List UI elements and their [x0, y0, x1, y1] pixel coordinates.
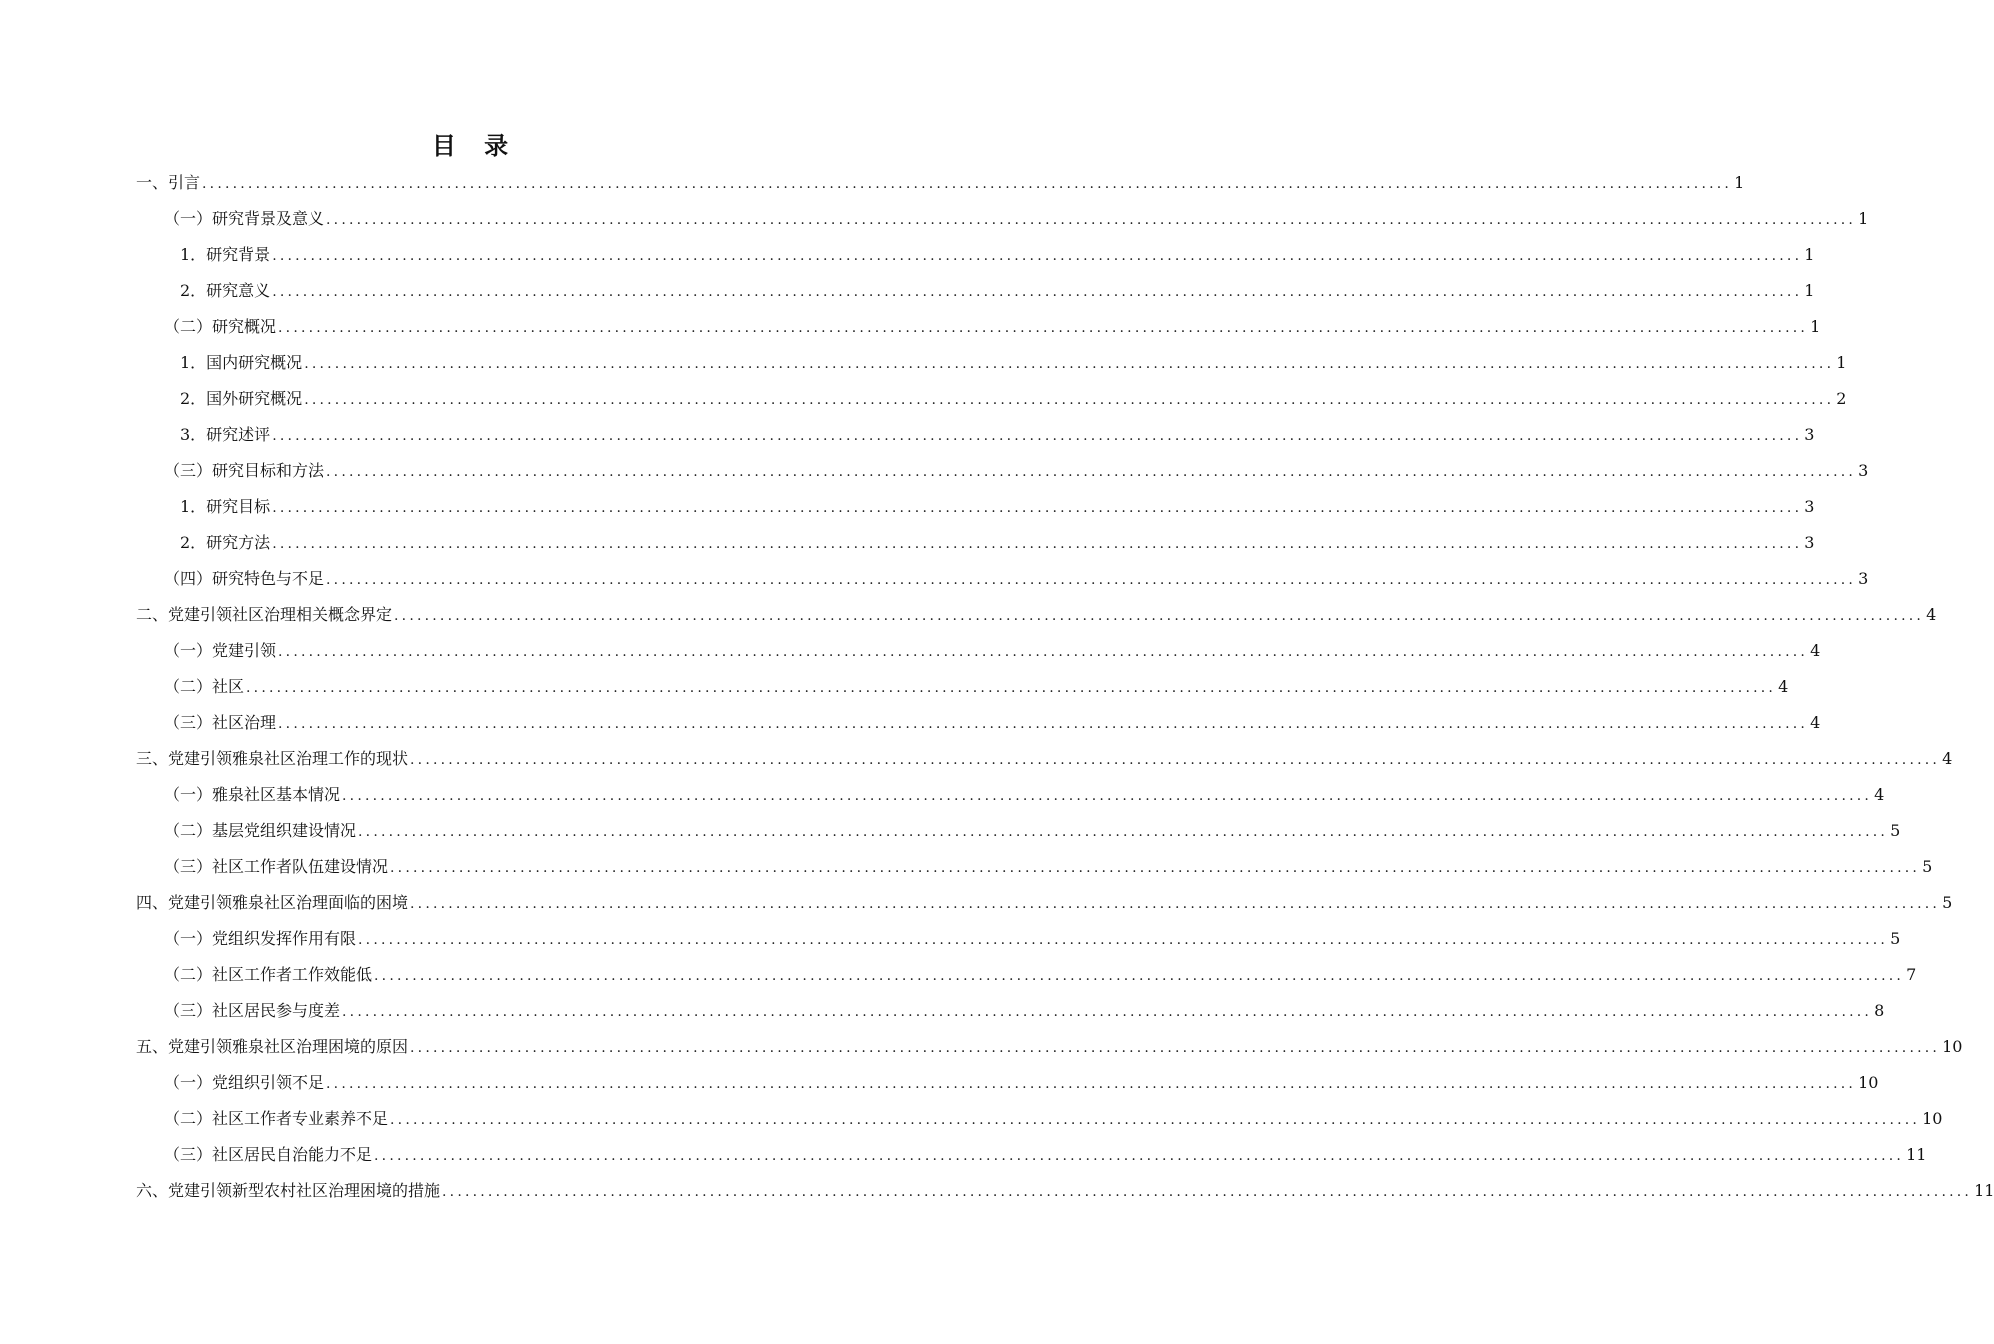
- toc-page-number: 1: [1734, 173, 1745, 192]
- toc-dot-leader: ........................................................................................................................................................................................................: [278, 716, 1809, 732]
- toc-page-number: 4: [1942, 749, 1953, 768]
- toc-page-number: 4: [1874, 785, 1885, 804]
- toc-entry[interactable]: [136, 417, 1815, 453]
- toc-entry-title: 1．研究目标: [180, 497, 271, 516]
- toc-dot-leader: ........................................................................................................................................................................................................: [246, 680, 1777, 696]
- toc-entry[interactable]: [136, 777, 1885, 813]
- toc-dot-leader: ........................................................................................................................................................................................................: [304, 392, 1835, 408]
- toc-dot-leader: ........................................................................................................................................................................................................: [358, 932, 1889, 948]
- toc-page-number: 3: [1804, 533, 1815, 552]
- toc-entry-title: 2．研究意义: [180, 281, 271, 300]
- toc-page-number: 3: [1858, 569, 1869, 588]
- toc-page-number: 7: [1906, 965, 1917, 984]
- toc-dot-leader: ........................................................................................................................................................................................................: [272, 284, 1803, 300]
- toc-entry[interactable]: [136, 381, 1847, 417]
- toc-entry-title: （二）研究概况: [164, 317, 277, 336]
- toc-entry-title: 3．研究述评: [180, 425, 271, 444]
- toc-entry-title: （三）研究目标和方法: [164, 461, 325, 480]
- toc-dot-leader: ........................................................................................................................................................................................................: [272, 536, 1803, 552]
- toc-page-number: 1: [1804, 245, 1815, 264]
- toc-dot-leader: ........................................................................................................................................................................................................: [326, 572, 1857, 588]
- toc-dot-leader: ........................................................................................................................................................................................................: [272, 248, 1803, 264]
- toc-entry[interactable]: [136, 1101, 1943, 1137]
- toc-entry-title: 五、党建引领雅泉社区治理困境的原因: [136, 1037, 409, 1056]
- toc-entry-title: 1．国内研究概况: [180, 353, 303, 372]
- toc-entry-title: 四、党建引领雅泉社区治理面临的困境: [136, 893, 409, 912]
- toc-entry-title: （一）研究背景及意义: [164, 209, 325, 228]
- toc-dot-leader: ........................................................................................................................................................................................................: [410, 896, 1941, 912]
- toc-dot-leader: ........................................................................................................................................................................................................: [278, 644, 1809, 660]
- toc-entry-title: （二）基层党组织建设情况: [164, 821, 357, 840]
- toc-entry[interactable]: [136, 273, 1815, 309]
- toc-page-number: 1: [1810, 317, 1821, 336]
- toc-entry-title: 2．研究方法: [180, 533, 271, 552]
- toc-page-number: 4: [1810, 641, 1821, 660]
- toc-dot-leader: ........................................................................................................................................................................................................: [358, 824, 1889, 840]
- toc-entry[interactable]: [136, 669, 1789, 705]
- toc-entry[interactable]: [136, 345, 1847, 381]
- toc-entry-title: （四）研究特色与不足: [164, 569, 325, 588]
- toc-dot-leader: ........................................................................................................................................................................................................: [374, 968, 1905, 984]
- toc-entry[interactable]: [136, 201, 1869, 237]
- toc-entry[interactable]: [136, 813, 1901, 849]
- toc-entry-title: 三、党建引领雅泉社区治理工作的现状: [136, 749, 409, 768]
- toc-entry[interactable]: [136, 597, 1937, 633]
- toc-entry[interactable]: [136, 1173, 1994, 1209]
- toc-dot-leader: ........................................................................................................................................................................................................: [410, 1040, 1941, 1056]
- toc-entry[interactable]: [136, 309, 1821, 345]
- toc-entry[interactable]: [136, 237, 1815, 273]
- toc-entry-title: （二）社区工作者工作效能低: [164, 965, 373, 984]
- toc-page-number: 5: [1942, 893, 1953, 912]
- toc-page-number: 10: [1858, 1073, 1879, 1092]
- toc-page-number: 1: [1858, 209, 1869, 228]
- toc-entry-title: 一、引言: [136, 173, 201, 192]
- toc-entry[interactable]: [136, 489, 1815, 525]
- toc-entry-title: 1．研究背景: [180, 245, 271, 264]
- toc-dot-leader: ........................................................................................................................................................................................................: [326, 212, 1857, 228]
- toc-page-number: 3: [1858, 461, 1869, 480]
- toc-entry[interactable]: [136, 849, 1933, 885]
- toc-dot-leader: ........................................................................................................................................................................................................: [394, 608, 1925, 624]
- toc-page-number: 3: [1804, 497, 1815, 516]
- toc-dot-leader: ........................................................................................................................................................................................................: [342, 1004, 1873, 1020]
- toc-entry[interactable]: [136, 741, 1953, 777]
- toc-entry-title: （二）社区: [164, 677, 245, 696]
- toc-page-number: 1: [1804, 281, 1815, 300]
- toc-page-number: 5: [1890, 929, 1901, 948]
- toc-entry-title: 2．国外研究概况: [180, 389, 303, 408]
- toc-page-number: 3: [1804, 425, 1815, 444]
- toc-entry[interactable]: [136, 525, 1815, 561]
- toc-page-number: 4: [1810, 713, 1821, 732]
- toc-page-number: 11: [1906, 1145, 1927, 1164]
- toc-dot-leader: ........................................................................................................................................................................................................: [272, 428, 1803, 444]
- toc-entry[interactable]: [136, 1065, 1879, 1101]
- toc-entry-title: （一）党建引领: [164, 641, 277, 660]
- toc-dot-leader: ........................................................................................................................................................................................................: [390, 1112, 1921, 1128]
- toc-dot-leader: ........................................................................................................................................................................................................: [272, 500, 1803, 516]
- toc-entry[interactable]: [136, 165, 1745, 201]
- toc-entry[interactable]: [136, 633, 1821, 669]
- toc-entry-title: （三）社区居民自治能力不足: [164, 1145, 373, 1164]
- toc-entry-title: 六、党建引领新型农村社区治理困境的措施: [136, 1181, 441, 1200]
- toc-entry-title: （一）雅泉社区基本情况: [164, 785, 341, 804]
- toc-page-number: 5: [1890, 821, 1901, 840]
- toc-page-number: 8: [1874, 1001, 1885, 1020]
- toc-page-number: 10: [1942, 1037, 1963, 1056]
- toc-entry[interactable]: [136, 885, 1953, 921]
- toc-page-number: 1: [1836, 353, 1847, 372]
- toc-dot-leader: ........................................................................................................................................................................................................: [374, 1148, 1905, 1164]
- toc-dot-leader: ........................................................................................................................................................................................................: [442, 1184, 1973, 1200]
- toc-page-number: 4: [1926, 605, 1937, 624]
- toc-entry-title: （一）党组织发挥作用有限: [164, 929, 357, 948]
- toc-entry[interactable]: [136, 993, 1885, 1029]
- toc-entry[interactable]: [136, 705, 1821, 741]
- toc-page-number: 2: [1836, 389, 1847, 408]
- toc-entry-title: （三）社区工作者队伍建设情况: [164, 857, 389, 876]
- toc-dot-leader: ........................................................................................................................................................................................................: [342, 788, 1873, 804]
- toc-title: 目 录: [431, 132, 519, 160]
- toc-entry-title: （三）社区治理: [164, 713, 277, 732]
- toc-dot-leader: ........................................................................................................................................................................................................: [410, 752, 1941, 768]
- toc-entry-title: 二、党建引领社区治理相关概念界定: [136, 605, 393, 624]
- toc-page-number: 4: [1778, 677, 1789, 696]
- toc-dot-leader: ........................................................................................................................................................................................................: [390, 860, 1921, 876]
- toc-entry-title: （三）社区居民参与度差: [164, 1001, 341, 1020]
- toc-dot-leader: ........................................................................................................................................................................................................: [202, 176, 1733, 192]
- toc-entry[interactable]: [136, 1029, 1963, 1065]
- toc-entry[interactable]: [136, 453, 1869, 489]
- toc-entry[interactable]: [136, 957, 1917, 993]
- toc-page-number: 11: [1974, 1181, 1994, 1200]
- toc-dot-leader: ........................................................................................................................................................................................................: [304, 356, 1835, 372]
- toc-page-number: 10: [1922, 1109, 1943, 1128]
- toc-entry-title: （二）社区工作者专业素养不足: [164, 1109, 389, 1128]
- toc-entry-title: （一）党组织引领不足: [164, 1073, 325, 1092]
- toc-dot-leader: ........................................................................................................................................................................................................: [326, 1076, 1857, 1092]
- toc-entry[interactable]: [136, 1137, 1927, 1173]
- toc-entry[interactable]: [136, 561, 1869, 597]
- toc-dot-leader: ........................................................................................................................................................................................................: [326, 464, 1857, 480]
- toc-dot-leader: ........................................................................................................................................................................................................: [278, 320, 1809, 336]
- toc-page-number: 5: [1922, 857, 1933, 876]
- toc-entry[interactable]: [136, 921, 1901, 957]
- toc-list: [136, 165, 1994, 1209]
